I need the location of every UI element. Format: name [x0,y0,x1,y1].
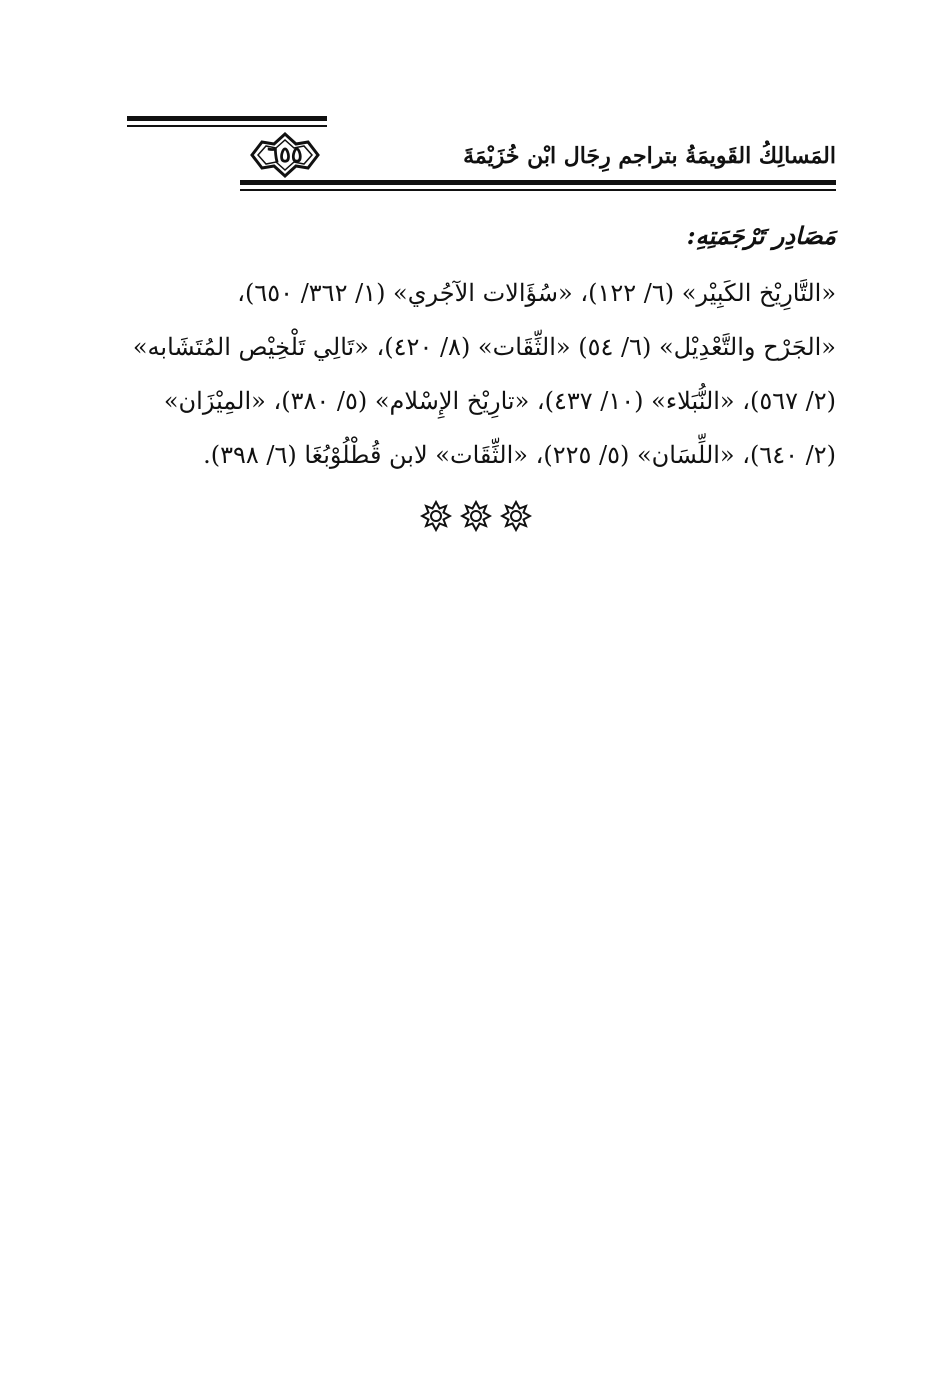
body-line: (٢/ ٥٦٧)، «النُّبَلاء» (١٠/ ٤٣٧)، «تارِيْخ الإِسْلام» (٥/ ٣٨٠)، «المِيْزَان» [163,387,836,415]
body-line: «التَّارِيْخ الكَبِيْر» (٦/ ١٢٢)، «سُؤَالات الآجُري» (١/ ٣٦٢/ ٦٥٠)، [237,279,836,307]
section-end-ornaments [420,498,532,534]
header-rule-bottom [240,180,836,185]
running-title: المَسالِكُ القَويمَةُ بتراجم رِجَال ابْن خُزَيْمَةَ [463,143,836,169]
eight-point-star-icon [500,500,532,532]
page-number-badge [240,128,330,182]
header-rule-top [127,116,327,121]
body-line: (٢/ ٦٤٠)، «اللِّسَان» (٥/ ٢٢٥)، «الثِّقَات» لابن قُطْلُوْبُغَا (٦/ ٣٩٨). [203,441,836,469]
header-rule-bottom-thin [240,189,836,191]
page-number: ٦٥٥ [267,142,303,168]
section-heading: مَصَادِر تَرْجَمَتِهِ: [686,221,836,250]
body-paragraph [125,266,836,482]
body-line: «الجَرْح والتَّعْدِيْل» (٦/ ٥٤) «الثِّقَات» (٨/ ٤٢٠)، «تَالِي تَلْخِيْص المُتَشَابه» [132,333,836,361]
eight-point-star-icon [460,500,492,532]
eight-point-star-icon [420,500,452,532]
header-rule-top-thin [127,125,327,127]
